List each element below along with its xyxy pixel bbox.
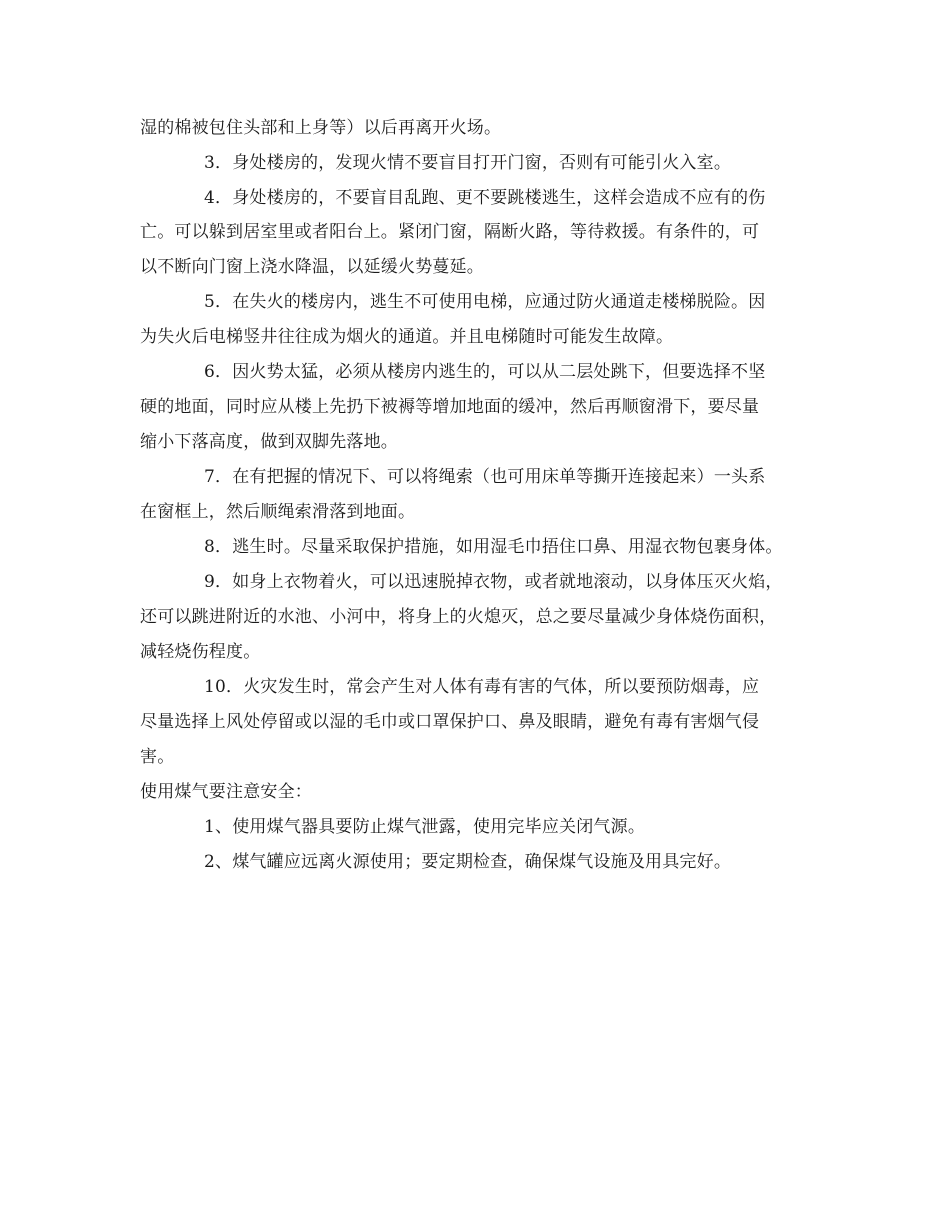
text-line: 亡。可以躲到居室里或者阳台上。紧闭门窗，隔断火路，等待救援。有条件的，可 <box>140 222 760 242</box>
text-line: 为失火后电梯竖井往往成为烟火的通道。并且电梯随时可能发生故障。 <box>140 327 674 347</box>
text-line: 还可以跳进附近的水池、小河中，将身上的火熄灭，总之要尽量减少身体烧伤面积， <box>140 607 777 627</box>
section-heading: 使用煤气要注意安全： <box>140 782 312 802</box>
text-line: 3．身处楼房的，发现火情不要盲目打开门窗，否则有可能引火入室。 <box>204 153 732 173</box>
text-line: 10．火灾发生时，常会产生对人体有毒有害的气体，所以要预防烟毒，应 <box>204 677 760 697</box>
text-line: 以不断向门窗上浇水降温，以延缓火势蔓延。 <box>140 257 484 277</box>
text-line: 4．身处楼房的，不要盲目乱跑、更不要跳楼逃生，这样会造成不应有的伤 <box>204 188 766 208</box>
text-line: 2、煤气罐应远离火源使用；要定期检查，确保煤气设施及用具完好。 <box>204 852 732 872</box>
text-line: 硬的地面，同时应从楼上先扔下被褥等增加地面的缓冲，然后再顺窗滑下，要尽量 <box>140 397 760 417</box>
text-line: 1、使用煤气器具要防止煤气泄露，使用完毕应关闭气源。 <box>204 817 646 837</box>
text-line: 尽量选择上风处停留或以湿的毛巾或口罩保护口、鼻及眼睛，避免有毒有害烟气侵 <box>140 712 760 732</box>
text-line: 害。 <box>140 747 175 767</box>
text-line: 9．如身上衣物着火，可以迅速脱掉衣物，或者就地滚动，以身体压灭火焰， <box>204 572 783 592</box>
text-line: 7．在有把握的情况下、可以将绳索（也可用床单等撕开连接起来）一头系 <box>204 467 766 487</box>
text-line: 8．逃生时。尽量采取保护措施，如用湿毛巾捂住口鼻、用湿衣物包裹身体。 <box>204 537 783 557</box>
text-line: 5．在失火的楼房内，逃生不可使用电梯，应通过防火通道走楼梯脱险。因 <box>204 292 766 312</box>
text-line: 6．因火势太猛，必须从楼房内逃生的，可以从二层处跳下，但要选择不坚 <box>204 362 766 382</box>
text-line: 缩小下落高度，做到双脚先落地。 <box>140 432 398 452</box>
text-line: 湿的棉被包住头部和上身等）以后再离开火场。 <box>140 118 502 138</box>
text-line: 在窗框上，然后顺绳索滑落到地面。 <box>140 502 416 522</box>
text-line: 减轻烧伤程度。 <box>140 642 261 662</box>
